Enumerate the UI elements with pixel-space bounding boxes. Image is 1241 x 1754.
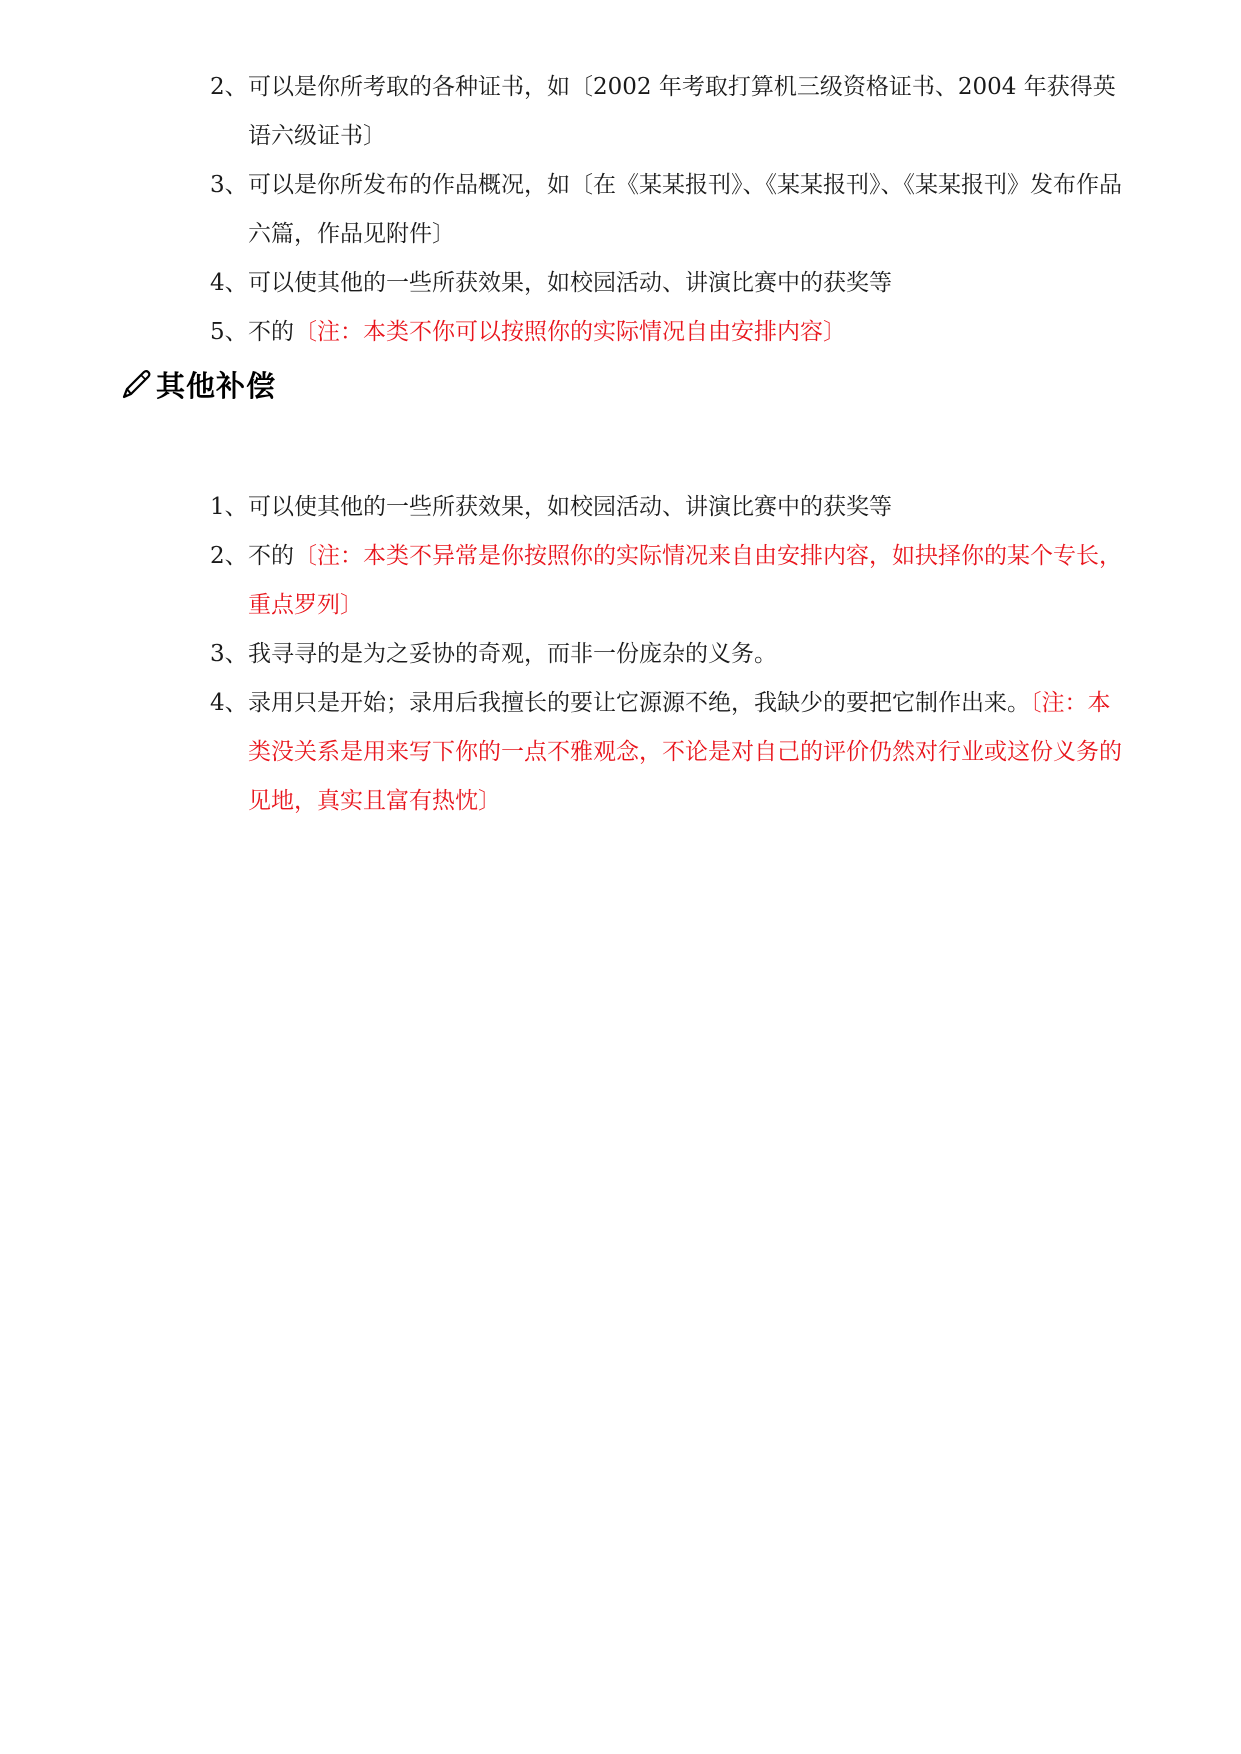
other-supplement-list bbox=[210, 483, 1130, 826]
item-number: 3、 bbox=[210, 641, 248, 667]
list-item bbox=[210, 483, 1130, 532]
list-item bbox=[210, 259, 1130, 308]
item-number: 5、 bbox=[210, 319, 248, 345]
list-item bbox=[210, 679, 1130, 826]
item-text: 可以是你所考取的各种证书，如〔2002 年考取打算机三级资格证书、2004 年获得英语六级证书〕 bbox=[248, 74, 1116, 149]
qualification-list bbox=[210, 63, 1130, 357]
item-text: 不的 bbox=[248, 319, 294, 345]
item-note: 〔注：本类不你可以按照你的实际情况自由安排内容〕 bbox=[294, 319, 846, 345]
list-item bbox=[210, 532, 1130, 630]
pen-icon bbox=[118, 367, 152, 401]
item-text: 不的 bbox=[248, 543, 294, 569]
item-number: 4、 bbox=[210, 690, 248, 716]
item-text: 可以使其他的一些所获效果，如校园活动、讲演比赛中的获奖等 bbox=[248, 494, 892, 520]
section-heading bbox=[118, 362, 276, 406]
item-number: 1、 bbox=[210, 494, 248, 520]
section-title: 其他补偿 bbox=[156, 368, 277, 403]
list-item bbox=[210, 630, 1130, 679]
item-note: 〔注：本类没关系是用来写下你的一点不雅观念，不论是对自己的评价仍然对行业或这份义务的见地，真实且富有热忱〕 bbox=[248, 690, 1122, 814]
list-item bbox=[210, 308, 1130, 357]
item-number: 3、 bbox=[210, 172, 248, 198]
item-text: 我寻寻的是为之妥协的奇观，而非一份庞杂的义务。 bbox=[248, 641, 777, 667]
list-item bbox=[210, 63, 1130, 161]
item-number: 2、 bbox=[210, 74, 248, 100]
item-text: 录用只是开始；录用后我擅长的要让它源源不绝，我缺少的要把它制作出来。 bbox=[248, 690, 1030, 716]
item-number: 4、 bbox=[210, 270, 248, 296]
item-number: 2、 bbox=[210, 543, 248, 569]
item-note: 〔注：本类不异常是你按照你的实际情况来自由安排内容，如抉择你的某个专长，重点罗列〕 bbox=[248, 543, 1122, 618]
item-text: 可以使其他的一些所获效果，如校园活动、讲演比赛中的获奖等 bbox=[248, 270, 892, 296]
item-text: 可以是你所发布的作品概况，如〔在《某某报刊》、《某某报刊》、《某某报刊》发布作品六篇，作品见附件〕 bbox=[248, 172, 1122, 247]
list-item bbox=[210, 161, 1130, 259]
